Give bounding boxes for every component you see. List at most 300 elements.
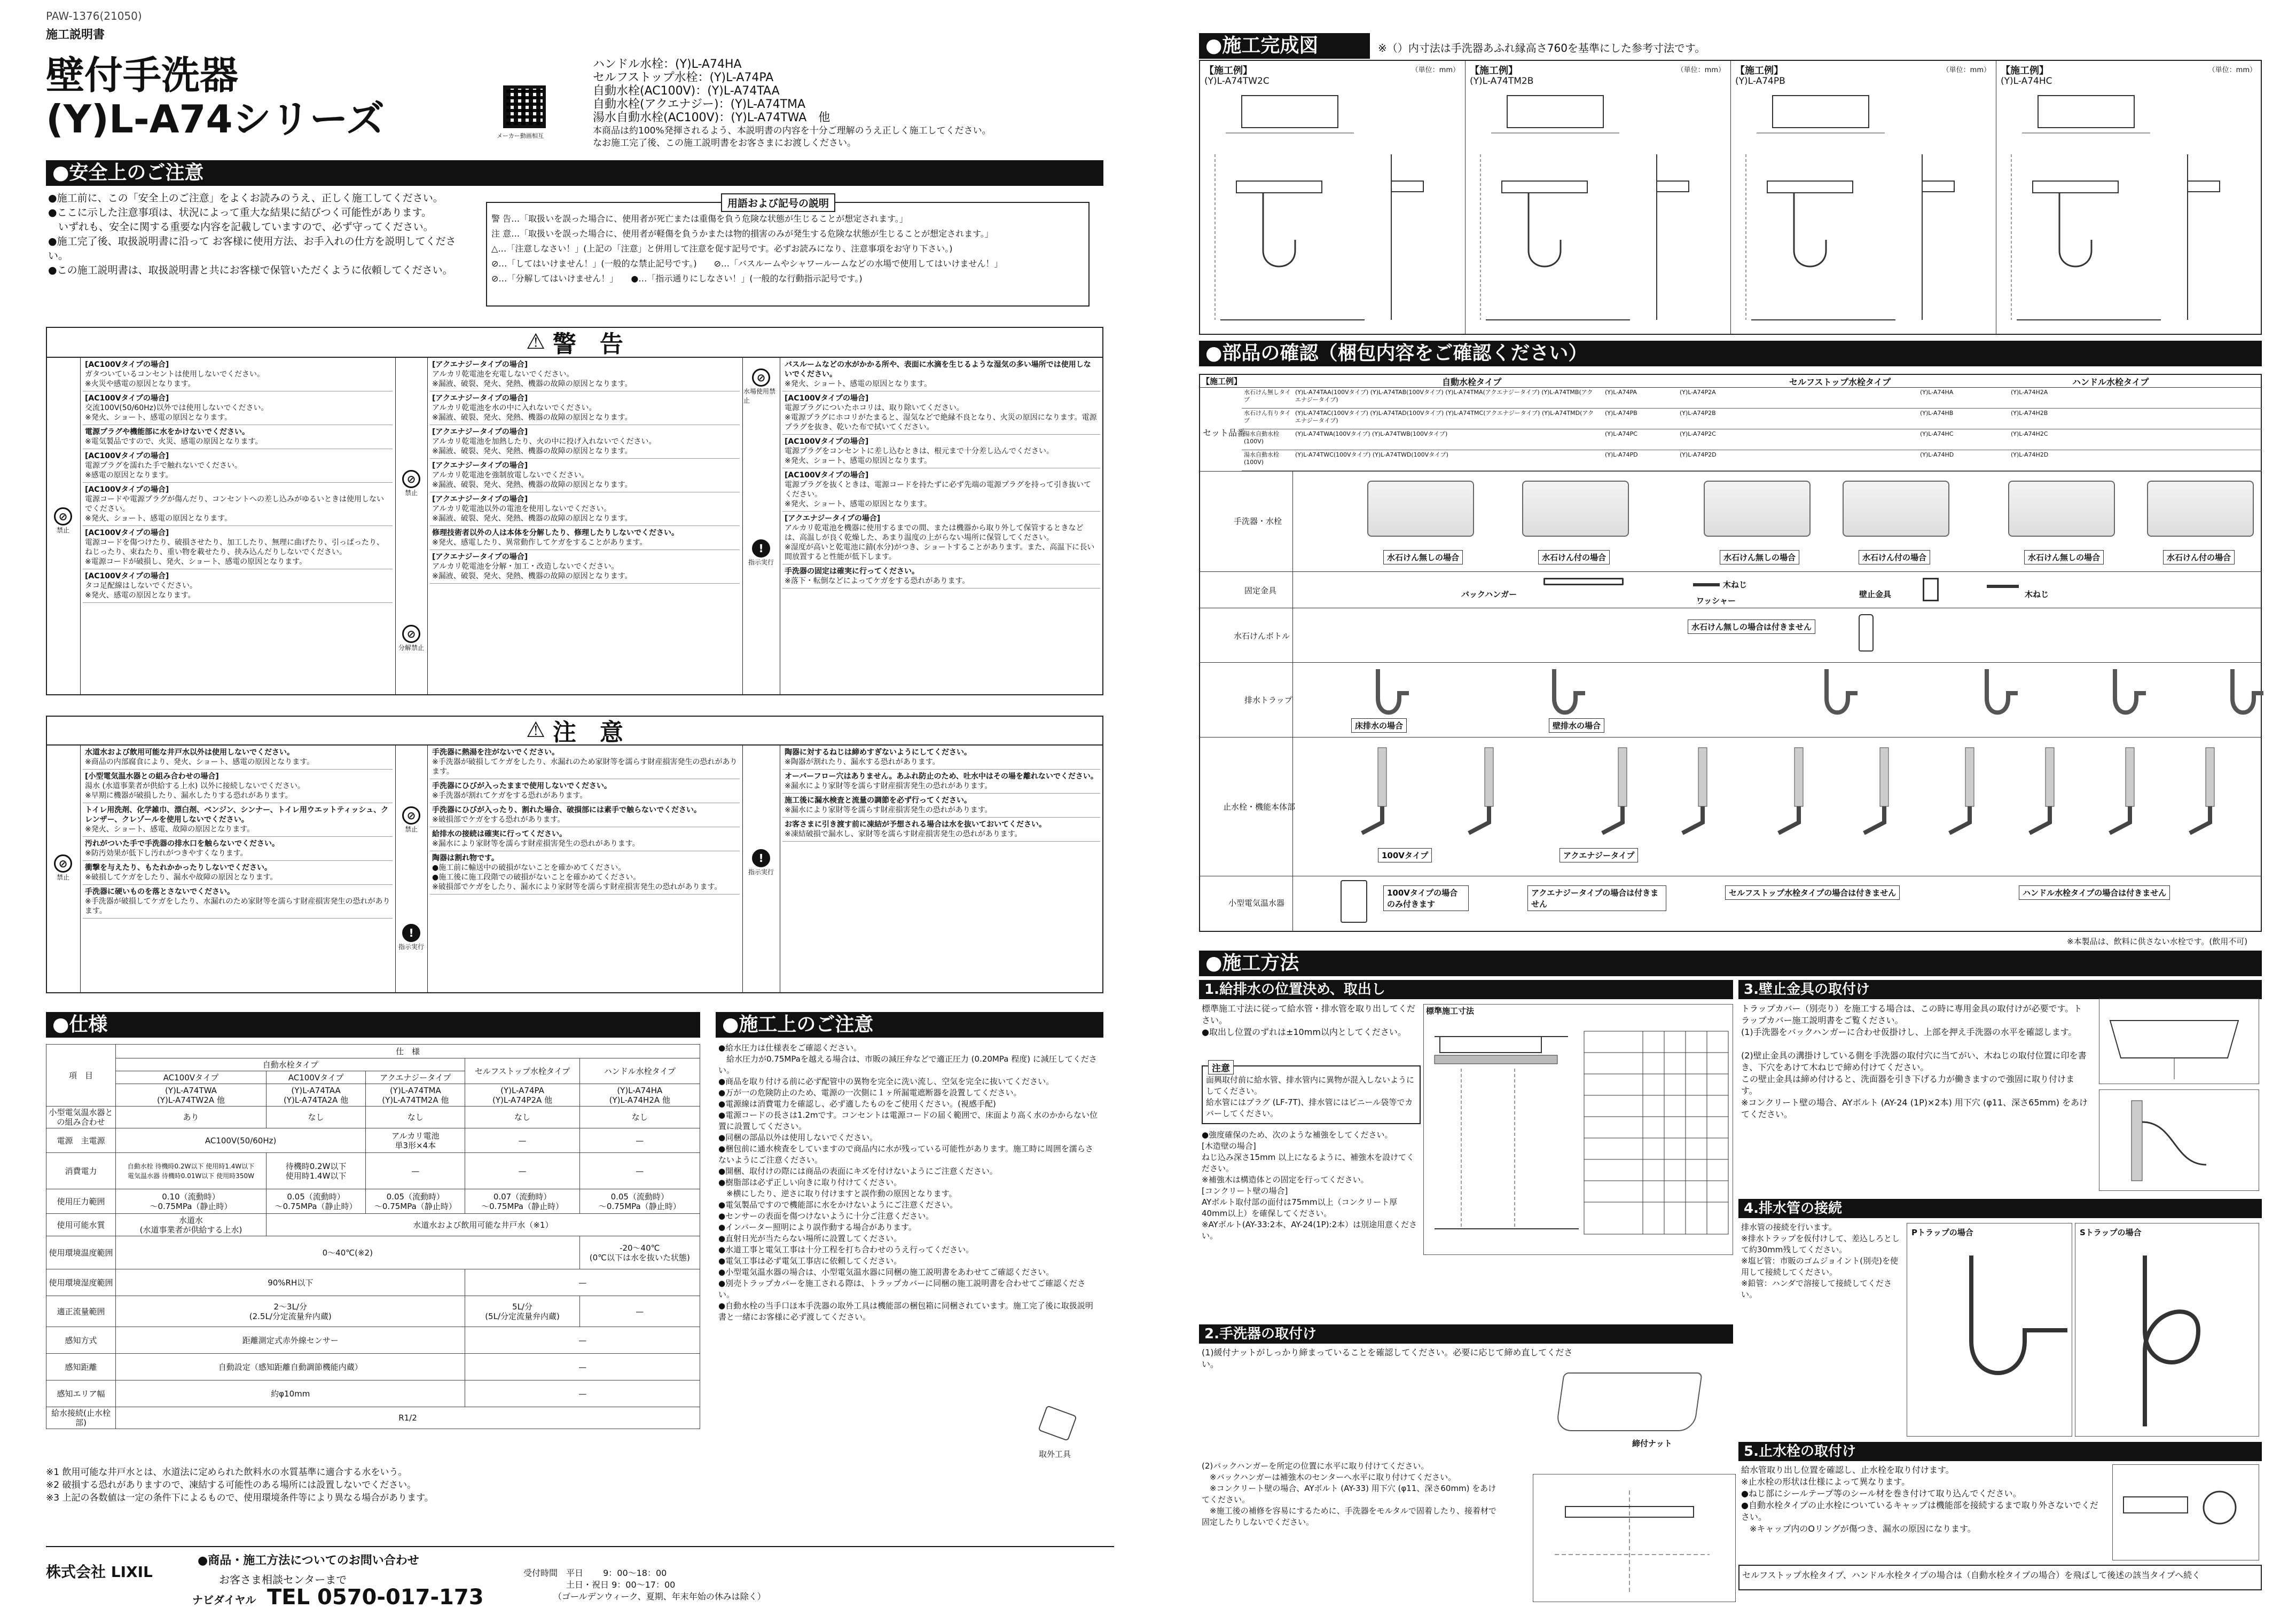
wall-bracket-icon	[1923, 578, 1939, 601]
legend-text: 警 告…「取扱いを誤った場合に、使用者が死亡または重傷を負う危険な状態が生じることが想定されます。」 注 意…「取扱いを誤った場合に、使用者が軽傷を負うかまたは物的損害のみが発生する危険な状態が生じることが想定されます。」 △…「注意しなさい！」(上記の「注意」と併用して注意を促す記号です。必ずお読みになり、注意事項をお守り下さい。) ⊘…「してはいけません！」(一般的な禁止記号です。) ⊘…「バスルームやシャワールームなどの水場で使用してはいけません！」 ⊘…「分解してはいけません！」 ●…「指示通りにしなさい！」(一般的な行動指示記号です。)	[491, 214, 1003, 284]
completion-title: ●施工完成図	[1199, 33, 1370, 59]
notice-item	[430, 550, 740, 584]
notice-text: ※手洗器が割れてケガをする恐れがあります。	[432, 791, 587, 800]
model-list: ハンドル水栓：(Y)L-A74HA セルフストップ水栓：(Y)L-A74PA 自動水栓(AC100V)：(Y)L-A74TAA 自動水栓(アクエナジー)：(Y)L-A74TMA 湯水自動水栓(AC100V)：(Y)L-A74TWA 他	[593, 58, 830, 124]
step2-text2: (2)バックハンガーを所定の位置に水平に取り付けてください。 ※バックハンガーは補強木のセンターへ水平に取り付けてください。 ※コンクリート壁の場合、AYボルト (AY-33) 用下穴 (φ11、深さ60mm) をあけてください。 ※施工後の補修を容易にするために、手洗器をモルタルで固着したり、接着材で固定したりしないでください。	[1202, 1461, 1496, 1527]
notice-item	[782, 770, 1100, 794]
completion-drawing	[1735, 90, 1992, 331]
notice-item	[83, 569, 393, 603]
notice-item	[782, 794, 1100, 818]
self-none-tag: セルフストップ水栓タイプの場合は付きません	[1725, 885, 1900, 900]
set-row-handle-model: (Y)L-A74HC	[1920, 430, 1954, 437]
notice-heading: [アクエナジータイプの場合]	[785, 514, 881, 523]
step1-note-title: 注意	[1208, 1060, 1234, 1074]
warning-heading	[46, 327, 1103, 358]
valve-picture	[1853, 742, 1917, 838]
notice-text: ※落下・転倒などによってケガをする恐れがあります。	[785, 577, 970, 585]
completion-example-unit: （単位：mm）	[1942, 66, 1991, 74]
set-row-handle-model: (Y)L-A74H2A	[2011, 389, 2048, 396]
spec-row-label: 使用環境温度範囲	[46, 1236, 116, 1269]
notice-text: ※手洗器が破損してケガをしたり、水漏れのため家財等を濡らす財産損害発生の恐れがあります。	[432, 758, 738, 776]
notice-heading: 給排水の接続は確実に行ってください。	[432, 830, 567, 838]
title-line2: (Y)L-A74シリーズ	[46, 97, 385, 142]
notice-item	[83, 425, 393, 449]
notice-text: ※凍結破損で漏水し、家財等を濡らす財産損害発生の恐れがあります。	[785, 830, 1022, 838]
notice-heading: [小型電気温水器との組み合わせの場合]	[85, 772, 219, 781]
set-row-auto-models: (Y)L-A74TWC(100Vタイプ) (Y)L-A74TWD(100Vタイプ)	[1295, 451, 1448, 458]
basin-picture	[2147, 481, 2254, 537]
notice-heading: [AC100Vタイプの場合]	[785, 437, 869, 446]
title-line1: 壁付手洗器	[46, 53, 239, 98]
step2-text1: (1)緩付ナットがしっかり締まっていることを確認してください。必要に応じて締め直してください。	[1202, 1347, 1573, 1369]
notice-text: ※発火、ショート、感電の原因となります。	[785, 380, 932, 388]
basin-picture	[1843, 481, 1949, 537]
completion-example-model: (Y)L-A74HC	[2001, 76, 2052, 87]
notice-item	[430, 358, 740, 391]
no-soap-tag: 水石けん無しの場合	[2024, 550, 2104, 564]
notice-text: ●施工前に輸送中の破損がないことを確かめてください。 ●施工後に施工段階での破損がないことを確かめてください。 ※破損部でケガをしたり、漏水により家財等を濡らす財産損害発生の恐れがあります。	[432, 864, 722, 891]
notice-text: 電源プラグをコンセントに差し込むときは、根元まで十分差し込んでください。 ※発火、ショート、感電の原因となります。	[785, 447, 1054, 465]
notice-heading: [AC100Vタイプの場合]	[85, 485, 169, 494]
notice-heading: 汚れがついた手で手洗器の排水口を触らないでください。	[85, 840, 279, 848]
step5-title: 5.止水栓の取付け	[1738, 1442, 2262, 1461]
notice-heading: 手洗器に熱湯を注がないでください。	[432, 748, 559, 757]
spec-row-label: 適正流量範囲	[46, 1296, 116, 1327]
notice-heading: 手洗器に硬いものを落とさないでください。	[85, 888, 234, 896]
notice-text: ※漏水により家財等を濡らす財産損害発生の恐れがあります。	[785, 782, 992, 790]
p-trap-diagram	[1907, 1223, 2072, 1437]
valve-picture	[1592, 742, 1656, 838]
valve-picture	[2099, 742, 2163, 838]
notice-text: 電源コードを傷つけたり、破損させたり、加工したり、無理に曲げたり、引っぱったり、ねじったり、束ねたり、重い物を載せたり、挟み込んだりしないでください。 ※電源コードが破損し、発火、ショート、感電の原因となります。	[85, 538, 384, 566]
doc-code: PAW-1376(21050)	[46, 10, 142, 22]
spec-model: (Y)L-A74HA (Y)L-A74H2A 他	[579, 1084, 700, 1107]
notice-item	[83, 837, 393, 861]
step5-note: セルフストップ水栓タイプ、ハンドル水栓タイプの場合は（自動水栓タイプの場合）を飛ばして後述の該当タイプへ続く	[1742, 1570, 2201, 1580]
trap-images	[1298, 666, 2259, 735]
caution-triangle-icon: ⚠	[526, 718, 545, 742]
std-dim-diagram	[1423, 1004, 1733, 1255]
notice-item	[430, 803, 740, 827]
set-label: セット品番	[1203, 428, 1246, 438]
completion-example-unit: （単位：mm）	[1676, 66, 1725, 74]
instruction-icon: ! 指示実行	[743, 539, 779, 567]
notice-item	[83, 746, 393, 770]
basin-images	[1298, 475, 2259, 569]
completion-drawing	[1470, 90, 1726, 331]
notice-text: ※漏水により家財等を濡らす財産損害発生の恐れがあります。	[785, 806, 992, 814]
type-aqua-tag: アクエナジータイプ	[1560, 848, 1638, 862]
spec-footnotes: ※1 飲用可能な井戸水とは、水道法に定められた飲料水の水質基準に適合する水をいう。 ※2 破損する恐れがありますので、凍結する可能性のある場所には設置しないでください。 ※3 上記の各数値は一定の条件下によるもので、使用環境条件等により異なる場合があります。	[46, 1467, 434, 1503]
caution-col2	[430, 746, 740, 895]
spec-model: (Y)L-A74TAA (Y)L-A74TA2A 他	[266, 1084, 365, 1107]
notice-item	[430, 827, 740, 851]
completion-note: ※（）内寸法は手洗器あふれ縁高さ760を基準にした参考寸法です。	[1378, 42, 1706, 54]
notice-heading: お客さまに引き渡す前に凍結が予想される場合は水を抜いておいてください。	[785, 820, 1046, 829]
notice-text: ※防汚効果が低下し汚れがつきやすくなります。	[85, 849, 248, 858]
notice-text: アルカリ乾電池を充電しないでください。 ※漏液、破裂、発火、発熱、機器の故障の原因となります。	[432, 370, 632, 388]
notice-text: ※破損部でケガをする恐れがあります。	[432, 815, 565, 824]
notice-item	[83, 449, 393, 483]
spec-header: 仕 様	[116, 1045, 700, 1058]
notice-text: アルカリ乾電池を水の中に入れないでください。 ※漏液、破裂、発火、発熱、機器の故障の原因となります。	[432, 404, 632, 422]
basin-picture	[1704, 481, 1811, 537]
warning-col1	[83, 358, 393, 603]
notice-item	[83, 358, 393, 391]
set-row-label: 湯水自動水栓(100V)	[1244, 430, 1279, 445]
wood-screw-tag: 木ねじ	[1720, 578, 1750, 591]
row-label-basin: 手洗器・水栓	[1234, 516, 1282, 526]
handle-none-tag: ハンドル水栓タイプの場合は付きません	[2019, 885, 2170, 900]
spec-row-label: 感知距離	[46, 1354, 116, 1380]
bracket-diagram-1	[2099, 999, 2259, 1084]
method-title: ●施工方法	[1199, 951, 2262, 976]
spec-auto-type: 自動水栓タイプ	[116, 1058, 465, 1071]
trap-picture	[1971, 666, 2019, 731]
spec-row-label: 電源 主電源	[46, 1128, 116, 1153]
step2-title: 2.手洗器の取付け	[1199, 1324, 1733, 1344]
spec-row-label: 使用環境湿度範囲	[46, 1269, 116, 1296]
bracket-svg-2	[2099, 1090, 2259, 1190]
instruction-icon: ! 指示実行	[396, 924, 426, 951]
set-row-auto-models: (Y)L-A74TAA(100Vタイプ) (Y)L-A74TAB(100Vタイプ) (Y)L-A74TMA(アクエナジータイプ) (Y)L-A74TMB(アクエナジータイプ)	[1295, 389, 1593, 403]
spec-header-item: 項 目	[46, 1045, 116, 1107]
set-row	[1242, 429, 2262, 450]
qr-caption: メーカー動画相互	[497, 132, 544, 139]
notice-item	[430, 526, 740, 550]
set-row-handle-model: (Y)L-A74H2C	[2011, 430, 2048, 437]
spec-model: (Y)L-A74TWA (Y)L-A74TW2A 他	[116, 1084, 267, 1107]
notice-heading: 手洗器にひびが入ったり、割れた場合、破損部には素手で触らないでください。	[432, 806, 701, 814]
notice-heading: 手洗器の固定は確実に行ってください。	[785, 567, 919, 576]
notice-text: 交流100V(50/60Hz)以外では使用しないでください。 ※発火、ショート、感電の原因となります。	[85, 404, 269, 422]
valve-picture	[1768, 742, 1832, 838]
notice-heading: オーバーフロー穴はありません。あふれ防止のため、吐水中はその場を離れないでください。	[785, 772, 1098, 781]
set-row-auto-models: (Y)L-A74TWA(100Vタイプ) (Y)L-A74TWB(100Vタイプ)	[1295, 430, 1448, 437]
instruction-icon: ! 指示実行	[743, 849, 779, 876]
spec-ac100-type: AC100Vタイプ	[116, 1071, 267, 1084]
notice-item	[83, 391, 393, 425]
completion-example-label: 【施工例】	[1204, 65, 1252, 76]
notice-heading: [AC100Vタイプの場合]	[85, 360, 169, 369]
notice-item	[83, 526, 393, 569]
set-row	[1242, 450, 2262, 471]
trap-picture	[1811, 666, 1859, 731]
notice-item	[430, 391, 740, 425]
notice-item	[782, 435, 1100, 468]
warning-triangle-icon: ⚠	[526, 329, 545, 354]
trap-picture	[2099, 666, 2147, 731]
page-title	[46, 53, 385, 141]
notice-text: アルカリ乾電池を加熱したり、火の中に投げ入れないでください。 ※漏液、破裂、発火、発熱、機器の故障の原因となります。	[432, 437, 656, 456]
notice-text: タコ足配線はしないでください。 ※発火、感電の原因となります。	[85, 582, 197, 600]
set-row-self-model: (Y)L-A74PB	[1605, 410, 1637, 417]
washer-tag: ワッシャー	[1693, 594, 1739, 607]
completion-drawing	[1204, 90, 1461, 331]
notice-item	[430, 459, 740, 492]
spec-row-label: 使用圧力範囲	[46, 1189, 116, 1214]
basin-picture	[2008, 481, 2115, 537]
caution-label: 注 意	[552, 719, 623, 746]
contact-title: ●商品・施工方法についてのお問い合わせ	[198, 1554, 419, 1567]
notice-text: アルカリ乾電池を機器に使用するまでの間、または機器から取り外して保管するときなどは、高温しが良く乾燥した、あまり温度の上がらない場所に保管してください。 ※湿度が高いと乾電池に錆(水分)がつき、ショートすることがあります。また、高温下に長い間放置すると性能が低下します。	[785, 524, 1095, 561]
p-trap-label: Pトラップの場合	[1911, 1228, 1973, 1237]
notice-text: ※商品の内部腐食により、発火、ショート、感電の原因となります。	[85, 758, 315, 766]
warning-col3	[782, 358, 1100, 589]
spec-row-label: 小型電気温水器との組み合わせ	[46, 1107, 116, 1128]
spec-ac100-type: AC100Vタイプ	[266, 1071, 365, 1084]
notice-heading: [AC100Vタイプの場合]	[785, 471, 869, 480]
set-row-auto-models: (Y)L-A74TAC(100Vタイプ) (Y)L-A74TAD(100Vタイプ) (Y)L-A74TMC(アクエナジータイプ) (Y)L-A74TMD(アクエナジータイプ)	[1295, 410, 1594, 424]
row-label-soap: 水石けんボトル	[1234, 631, 1290, 641]
s-trap-svg	[2075, 1223, 2259, 1436]
no-soap-tag: 水石けん無しの場合	[1383, 550, 1463, 564]
notice-item	[782, 818, 1100, 842]
std-dim-title: 標準施工寸法	[1426, 1006, 1475, 1016]
caution-col1	[83, 746, 393, 919]
notice-heading: [AC100Vタイプの場合]	[85, 452, 169, 460]
completion-example	[1200, 61, 1466, 334]
notice-item	[83, 803, 393, 837]
no-soap-tag: 水石けん無しの場合	[1720, 550, 1799, 564]
notice-text: 電源プラグを抜くときは、電源コードを持たずに必ず先端の電源プラグを持って引き抜いてください。 ※発火、ショート、感電の原因となります。	[785, 481, 1091, 508]
spec-handle-type: ハンドル水栓タイプ	[579, 1058, 700, 1084]
notice-item	[430, 851, 740, 895]
completion-example-model: (Y)L-A74TM2B	[1470, 76, 1534, 87]
spec-title: ●仕様	[46, 1012, 700, 1038]
legend-title: 用語および記号の説明	[721, 193, 835, 212]
install-cautions-title: ●施工上のご注意	[716, 1012, 1103, 1038]
parts-header-auto: 自動水栓タイプ	[1442, 377, 1502, 387]
spec-model: (Y)L-A74TMA (Y)L-A74TM2A 他	[366, 1084, 465, 1107]
set-row-self-model: (Y)L-A74PC	[1605, 430, 1637, 437]
wall-bracket-tag: 壁止金具	[1856, 587, 1894, 601]
valve-install-svg	[2113, 1465, 2259, 1560]
completion-drawing	[2001, 90, 2257, 331]
spec-row-label: 感知方式	[46, 1327, 116, 1354]
water-heater-icon	[1341, 880, 1367, 923]
warning-label: 警 告	[552, 331, 623, 358]
bracket-svg-1	[2099, 999, 2259, 1084]
notice-heading: [アクエナジータイプの場合]	[432, 360, 528, 369]
step3-title: 3.壁止金具の取付け	[1738, 980, 2262, 999]
notice-text: ※電気製品ですので、火災、感電の原因となります。	[85, 437, 263, 446]
spec-model: (Y)L-A74PA (Y)L-A74P2A 他	[465, 1084, 579, 1107]
step1-text: 標準施工寸法に従って給水管・排水管を取り出してください。 ●取出し位置のずれは±10mm以内としてください。	[1202, 1003, 1415, 1037]
parts-header-self: セルフストップ水栓タイプ	[1789, 377, 1891, 387]
completion-example-unit: （単位：mm）	[2208, 66, 2256, 74]
notice-text: 電源プラグについたホコリは、取り除いてください。 ※電源プラグにホコリがたまると、湿気などで絶縁不良となり、火災の原因になります。電源プラグを抜き、乾いた布で拭いてください。	[785, 404, 1097, 432]
step1-note: 面興取付前に給水管、排水管内に異物が混入しないようにしてください。 給水管にはプラグ (LF-7T)、排水管にはビニール袋等でカバーしてください。	[1206, 1075, 1415, 1118]
with-soap-tag: 水石けん付の場合	[2163, 550, 2235, 564]
notice-heading: [AC100Vタイプの場合]	[85, 529, 169, 537]
set-row-self-model: (Y)L-A74PD	[1605, 451, 1638, 458]
basin-underside-illustration	[1555, 1372, 1702, 1431]
notice-heading: [AC100Vタイプの場合]	[785, 394, 869, 403]
removal-tool-label: 取外工具	[1039, 1449, 1071, 1459]
navi-dial-label: ナビダイヤル	[192, 1594, 256, 1606]
aqua-none-tag: アクエナジータイプの場合は付きません	[1527, 885, 1666, 911]
notice-text: ガタついているコンセントは使用しないでください。 ※火災や感電の原因となります。	[85, 370, 264, 388]
notice-text: ※発火、感電したり、異常動作してケガをすることがあります。	[432, 538, 647, 547]
back-hanger-icon	[1543, 578, 1624, 585]
notice-heading: [AC100Vタイプの場合]	[85, 572, 169, 580]
step1-title: 1.給排水の位置決め、取出し	[1199, 980, 1733, 999]
spec-row-label: 使用可能水質	[46, 1214, 116, 1236]
caution-col3	[782, 746, 1100, 842]
wood-screw-icon	[1693, 583, 1720, 586]
prohibit-icon: ⊘ 禁止	[396, 806, 426, 834]
notice-heading: [アクエナジータイプの場合]	[432, 461, 528, 470]
std-dim-svg	[1424, 1005, 1733, 1254]
notice-text: ※陶器が割れたり、漏水する恐れがあります。	[785, 758, 940, 766]
company-name: 株式会社 LIXIL	[46, 1563, 153, 1581]
set-row	[1242, 409, 2262, 429]
notice-heading: 施工後に漏水検査と流量の調節を必ず行ってください。	[785, 796, 971, 805]
valve-picture	[2019, 742, 2083, 838]
completion-diagrams	[1199, 60, 2262, 335]
floor-drain-tag: 床排水の場合	[1351, 718, 1407, 733]
notice-text: アルカリ乾電池を分解・加工・改造しないでください。 ※漏液、破裂、発火、発熱、機器の故障の原因となります。	[432, 562, 632, 580]
notice-heading: 衝撃を与えたり、もたれかかったりしないでください。	[85, 864, 272, 872]
parts-header-example: 【施工例】	[1202, 376, 1242, 386]
s-trap-diagram	[2075, 1223, 2259, 1437]
valve-picture	[1672, 742, 1736, 838]
step4-text: 排水管の接続を行います。 ※排水トラップを仮付けして、差込しろとして約30mm残してください。 ※塩ビ管：市販のゴムジョイント(別売)を使用して接続してください。 ※鉛管：ハンダで溶接して接続してください。	[1741, 1222, 1900, 1299]
completion-example-unit: （単位：mm）	[1411, 66, 1460, 74]
notice-heading: トイレ用洗剤、化学雑巾、漂白剤、ベンジン、シンナー、トイレ用ウエットティッシュ、クレンザー、クレゾールを使用しないでください。	[85, 806, 389, 824]
notice-item	[782, 358, 1100, 391]
basin-picture	[1522, 481, 1629, 537]
notice-heading: [アクエナジータイプの場合]	[432, 553, 528, 561]
basin-picture	[1367, 481, 1474, 537]
tighten-nut-tag: 締付ナット	[1629, 1437, 1675, 1450]
back-hanger-tag: バックハンガー	[1458, 587, 1520, 601]
no-soap-bottle-tag: 水石けん無しの場合は付きません	[1688, 619, 1815, 634]
parts-title: ●部品の確認（梱包内容をご確認ください）	[1199, 341, 2262, 366]
type-100v-tag: 100Vタイプ	[1378, 848, 1432, 862]
completion-example-label: 【施工例】	[1735, 65, 1783, 76]
valve-picture	[2179, 742, 2243, 838]
notice-item	[782, 391, 1100, 435]
notice-item	[782, 746, 1100, 770]
intro-notes: 本商品は約100%発揮されるよう、本説明書の内容を十分ご理解のうえ正しく施工してください。 なお施工完了後、この施工説明書をお客さまにお渡しください。	[593, 125, 991, 148]
contact-center: お客さま相談センターまで	[219, 1573, 347, 1586]
completion-example	[1466, 61, 1731, 334]
wall-drain-tag: 壁排水の場合	[1549, 718, 1604, 733]
wood-screw-tag: 木ねじ	[2021, 587, 2052, 601]
parts-header-handle: ハンドル水栓タイプ	[2072, 377, 2149, 387]
notice-text: 電源プラグを濡れた手で触れないでください。 ※感電の原因となります。	[85, 461, 242, 480]
spec-self-type: セルフストップ水栓タイプ	[465, 1058, 579, 1084]
set-row-label: 水石けん無しタイプ	[1244, 389, 1291, 403]
prohibit-icon: ⊘ 禁止	[396, 470, 426, 497]
contact-hours: 受付時間 平日 9：00～18：00 土日・祝日 9：00～17：00 （ゴールデンウィーク、夏期、年末年始の休みは除く）	[523, 1568, 766, 1602]
row-label-valve: 止水栓・機能本体部	[1223, 802, 1296, 812]
completion-example-label: 【施工例】	[2001, 65, 2049, 76]
notice-text: ※発火、ショート、感電、故障の原因となります。	[85, 825, 255, 834]
with-soap-tag: 水石けん付の場合	[1859, 550, 1930, 564]
valve-install-diagram	[2112, 1464, 2259, 1560]
set-row-handle-model: (Y)L-A74HB	[1920, 410, 1954, 417]
soap-bottle-icon	[1859, 614, 1874, 652]
valve-picture	[1351, 742, 1415, 838]
notice-heading: 電源プラグや機能部に水をかけないでください。	[85, 428, 249, 436]
safety-title: ●安全上のご注意	[46, 160, 1103, 186]
set-row-self-model: (Y)L-A74P2C	[1680, 430, 1716, 437]
row-label-bracket: 固定金具	[1244, 586, 1277, 595]
spec-row-label: 給水接続(止水栓部)	[46, 1407, 116, 1429]
doc-type: 施工説明書	[46, 28, 105, 42]
no-disassemble-icon: ⊘ 分解禁止	[396, 625, 426, 652]
notice-item	[782, 468, 1100, 512]
completion-example-model: (Y)L-A74TW2C	[1204, 76, 1270, 87]
notice-heading: [AC100Vタイプの場合]	[85, 394, 169, 403]
step1-text2: ●強度確保のため、次のような補強をしてください。 [木造壁の場合] ねじ込み深さ15mm 以上になるように、補強木を設けてください。 ※補強木は構造体との固定を行ってください。 [コンクリート壁の場合] AYボルト取付部の面付は75mm以上（コンクリート厚40mm以上）を確保してください。 ※AYボルト(AY-33:2本、AY-24(1P):2本）は別途用意ください。	[1202, 1130, 1417, 1241]
phone-number: TEL 0570-017-173	[267, 1585, 484, 1610]
notice-heading: 陶器に対するねじは締めすぎないようにしてください。	[785, 748, 971, 757]
parts-footnote: ※本製品は、飲料に供さない水栓です。(飲用不可)	[2067, 937, 2248, 946]
notice-text: ※破損してケガをしたり、漏水や故障の原因となります。	[85, 873, 278, 882]
set-row-handle-model: (Y)L-A74HD	[1920, 451, 1954, 458]
notice-item	[83, 861, 393, 885]
notice-heading: 陶器は割れ物です。	[432, 854, 499, 862]
row-label-heater: 小型電気温水器	[1228, 898, 1285, 908]
notice-item	[782, 564, 1100, 589]
notice-heading: バスルームなどの水がかかる所や、表面に水滴を生じるような湿気の多い場所では使用しないでください。	[785, 360, 1091, 379]
bracket-diagram-2	[2099, 1089, 2259, 1191]
step5-text: 給水管取り出し位置を確認し、止水栓を取り付けます。 ※止水栓の形状は仕様によって異なります。 ●ねじ部にシールテープ等のシール材を巻き付けて取り込んでください。 ●自動水栓タイプの止水栓についているキャップは機能部を接続するまで取り外さないでください。 ※キャップ内のOリングが傷つき、漏水の原因になります。	[1741, 1465, 2098, 1534]
safety-bullets: ●施工前に、この「安全上のご注意」をよくお読みのうえ、正しく施工してください。 ●ここに示した注意事項は、状況によって重大な結果に結びつく可能性があります。 いずれも、安全に関する重要な内容を記載していますので、必ず守ってください。 ●施工完了後、取扱説明書に沿って お客様に使用方法、お手入れの仕方を説明してください。 ●この施工説明書は、取扱説明書と共にお客様で保管いただくように依頼してください。	[48, 192, 456, 276]
notice-text: アルカリ乾電池を強制放電しないでください。 ※漏液、破裂、発火、発熱、機器の故障の原因となります。	[432, 471, 632, 489]
set-row-handle-model: (Y)L-A74HA	[1920, 389, 1954, 396]
completion-example-model: (Y)L-A74PB	[1735, 76, 1785, 87]
hanger-svg	[1533, 1474, 1735, 1602]
wood-screw-icon	[1987, 585, 2019, 588]
valve-picture	[1939, 742, 2003, 838]
completion-example	[1996, 61, 2262, 334]
p-trap-svg	[1907, 1223, 2072, 1436]
qr-code	[503, 85, 546, 128]
notice-item	[430, 492, 740, 526]
step3-text: トラップカバー（別売り）を施工する場合は、この時に専用金具の取付けが必要です。トラップカバー施工説明書をご覧ください。 (1)手洗器をバックハンガーに合わせ仮掛けし、上部を押え手洗器の水平を確認します。 (2)壁止金具の溝掛けしている側を手洗器の取付穴に当てがい、木ねじの取付位置に印を書き、下穴をあけて木ねじで締め付けてください。 この壁止金具は締め付けると、洗面器を引き下げる力が働きますので強固に取り付けます。 ※コンクリート壁の場合、AYボルト (AY-24 (1P)×2本) 用下穴 (φ11、深さ65mm) をあけてください。	[1741, 1003, 2088, 1119]
notice-text: ※漏水により家財等を濡らす財産損害発生の恐れがあります。	[432, 840, 640, 848]
notice-heading: 修理技術者以外の人は本体を分解したり、修理したりしないでください。	[432, 529, 679, 537]
set-row-handle-model: (Y)L-A74H2D	[2011, 451, 2049, 458]
no-wet-area-icon: ⊘ 水場使用禁止	[743, 368, 779, 405]
set-row	[1242, 388, 2262, 409]
s-trap-label: Sトラップの場合	[2080, 1228, 2142, 1237]
notice-item	[83, 885, 393, 919]
notice-text: 電源コードや電源プラグが傷んだり、コンセントへの差し込みがゆるいときは使用しないでください。 ※発火、ショート、感電の原因となります。	[85, 495, 384, 523]
set-row-handle-model: (Y)L-A74H2B	[2011, 410, 2048, 417]
notice-item	[83, 483, 393, 526]
set-row-self-model: (Y)L-A74P2B	[1680, 410, 1716, 417]
prohibit-icon: ⊘ 禁止	[48, 854, 78, 882]
valve-picture	[1458, 742, 1522, 838]
notice-heading: [アクエナジータイプの場合]	[432, 394, 528, 403]
caution-heading	[46, 716, 1103, 746]
spec-aqua-type: アクエナジータイプ	[366, 1071, 465, 1084]
install-cautions-text: ●給水圧力は仕様表をご確認ください。 給水圧力が0.75MPaを越える場合は、市販の減圧弁などで適正圧力 (0.20MPa 程度) に減圧してください。 ●商品を取り付ける前に必ず配管中の異物を完全に洗い流し、空気を完全に抜いてください。 ●万が一の危険防止のため、電源の一次側に１ヶ所漏電遮断器を設置してください。 ●電源線は消費電力を確認し、必ず適したものをご使用ください。(視感手配) ●電源コードの長さは1.2mです。コンセントは電源コードの届く範囲で、床面より高く水のかからない位置に設置してください。 ●同梱の部品以外は使用しないでください。 ●梱包前に通水検査をしていますので商品内に水が残っている可能性があります。施工時に周囲を濡らさないようにご注意ください。 ●開梱、取付けの際には商品の表面にキズを付けないようにご注意ください。 ●樹脂部は必ず正しい向きに取り付けてください。 ※横にしたり、逆さに取り付けますと誤作動の原因となります。 ●電気製品ですので機能部に水をかけないようにご注意ください。 ●センサーの表面を傷つけないように十分ご注意ください。 ●インバーター照明により誤作動する場合があります。 ●直射日光が当たらない場所に設置してください。 ●水道工事と電気工事は十分工程を打ち合わせのうえ行ってください。 ●電気工事は必ず電気工事店に依頼してください。 ●小型電気温水器の場合は、小型電気温水器に同梱の施工説明書をあわせてご確認ください。 ●別売トラップカバーを施工される際は、トラップカバーに同梱の施工説明書を合わせてご確認ください。 ●自動水栓の当手口ほ本手洗器の取外工具は機能部の梱包箱に同梱されています。施工完了後に取扱説明書と一緒にお客様に必ず渡してください。	[718, 1043, 1098, 1322]
trap-picture	[2216, 666, 2264, 731]
spec-row-label: 感知エリア幅	[46, 1380, 116, 1407]
only-100v-tag: 100Vタイプの場合のみ付きます	[1383, 885, 1469, 911]
notice-text: ※手洗器が破損してケガをしたり、水漏れのため家財等を濡らす財産損害発生の恐れがあります。	[85, 897, 390, 915]
set-row-label: 湯水自動水栓(100V)	[1244, 451, 1279, 466]
notice-heading: 手洗器にひびが入ったままで使用しないでください。	[432, 782, 612, 790]
completion-example	[1731, 61, 1996, 334]
